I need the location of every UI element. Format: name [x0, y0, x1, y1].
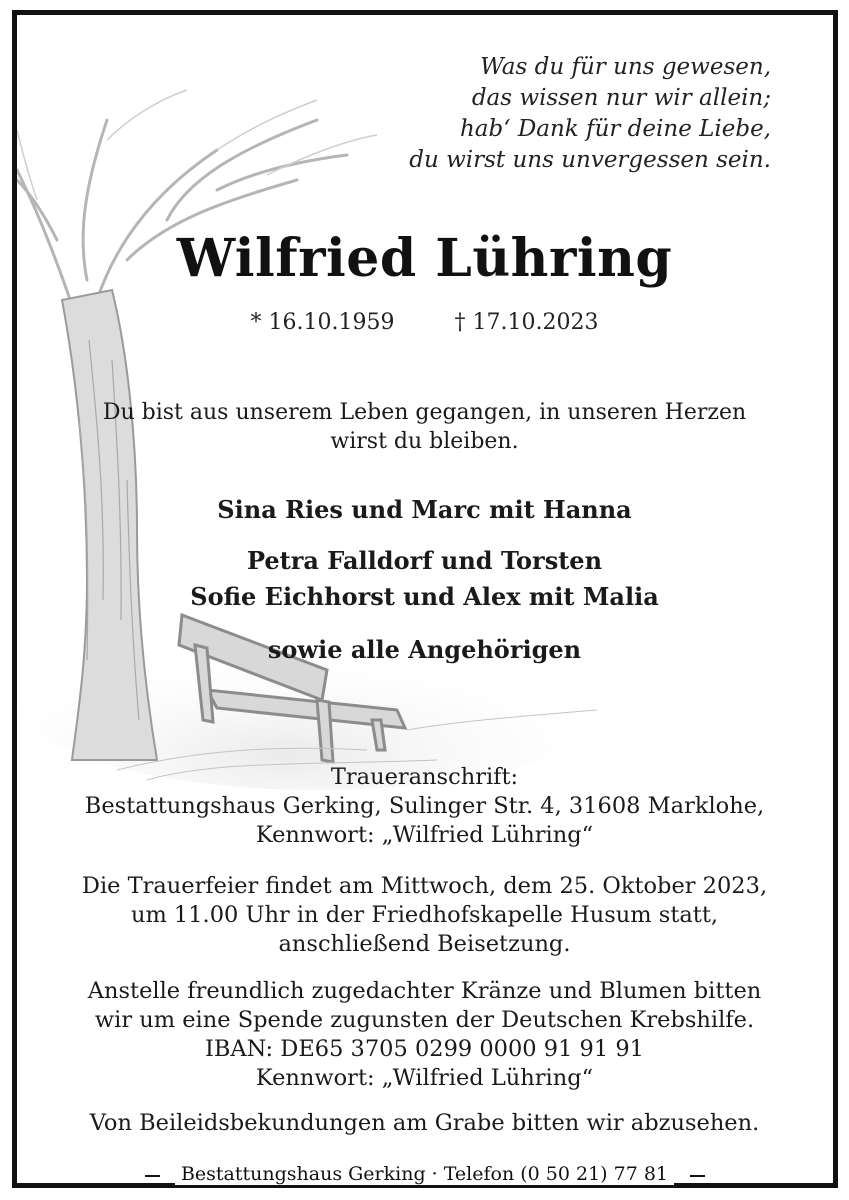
memorial-motto	[40, 398, 809, 456]
address-line: Bestattungshaus Gerking, Sulinger Str. 4, 31608 Marklohe,	[84, 793, 765, 819]
service-line: anschließend Beisetzung.	[278, 931, 571, 957]
address-line: Traueranschrift:	[330, 764, 519, 790]
mourners-group	[40, 632, 809, 668]
service-line: Die Trauerfeier findet am Mittwoch, dem 25. Oktober 2023,	[81, 873, 768, 899]
life-dates	[0, 310, 849, 335]
birth-date: * 16.10.1959	[250, 310, 395, 335]
footer	[0, 1163, 849, 1187]
donation-request	[40, 977, 809, 1093]
mourner-line: Sofie Eichhorst und Alex mit Malia	[190, 582, 659, 611]
poem-line: du wirst uns unvergessen sein.	[409, 147, 771, 173]
mourner-line: sowie alle Angehörigen	[267, 635, 582, 664]
footer-rule-right	[690, 1175, 705, 1177]
poem	[409, 52, 771, 176]
mourner-line: Petra Falldorf und Torsten	[246, 546, 603, 575]
mourning-address	[40, 763, 809, 850]
motto-line: Du bist aus unserem Leben gegangen, in unseren Herzen	[102, 400, 747, 425]
mourner-line: Sina Ries und Marc mit Hanna	[217, 495, 632, 524]
death-date: † 17.10.2023	[454, 310, 599, 335]
donation-line: IBAN: DE65 3705 0299 0000 91 91 91	[205, 1036, 644, 1062]
condolence-note: Von Beileidsbekundungen am Grabe bitten wir abzusehen.	[89, 1110, 760, 1136]
donation-line: wir um eine Spende zugunsten der Deutschen Krebshilfe.	[94, 1007, 755, 1033]
funeral-service-info	[40, 872, 809, 959]
address-line: Kennwort: „Wilfried Lühring“	[255, 822, 594, 848]
footer-text: Bestattungshaus Gerking · Telefon (0 50 21) 77 81	[175, 1163, 674, 1185]
deceased-name: Wilfried Lühring	[176, 228, 673, 289]
mourners-group	[40, 492, 809, 528]
motto-line: wirst du bleiben.	[330, 429, 519, 454]
mourners-group	[40, 543, 809, 615]
poem-line: hab‘ Dank für deine Liebe,	[459, 116, 771, 142]
footer-rule-left	[145, 1175, 160, 1177]
service-line: um 11.00 Uhr in der Friedhofskapelle Husum statt,	[130, 902, 719, 928]
donation-line: Anstelle freundlich zugedachter Kränze und Blumen bitten	[87, 978, 762, 1004]
poem-line: das wissen nur wir allein;	[471, 85, 771, 111]
poem-line: Was du für uns gewesen,	[480, 54, 771, 80]
donation-line: Kennwort: „Wilfried Lühring“	[255, 1065, 594, 1091]
